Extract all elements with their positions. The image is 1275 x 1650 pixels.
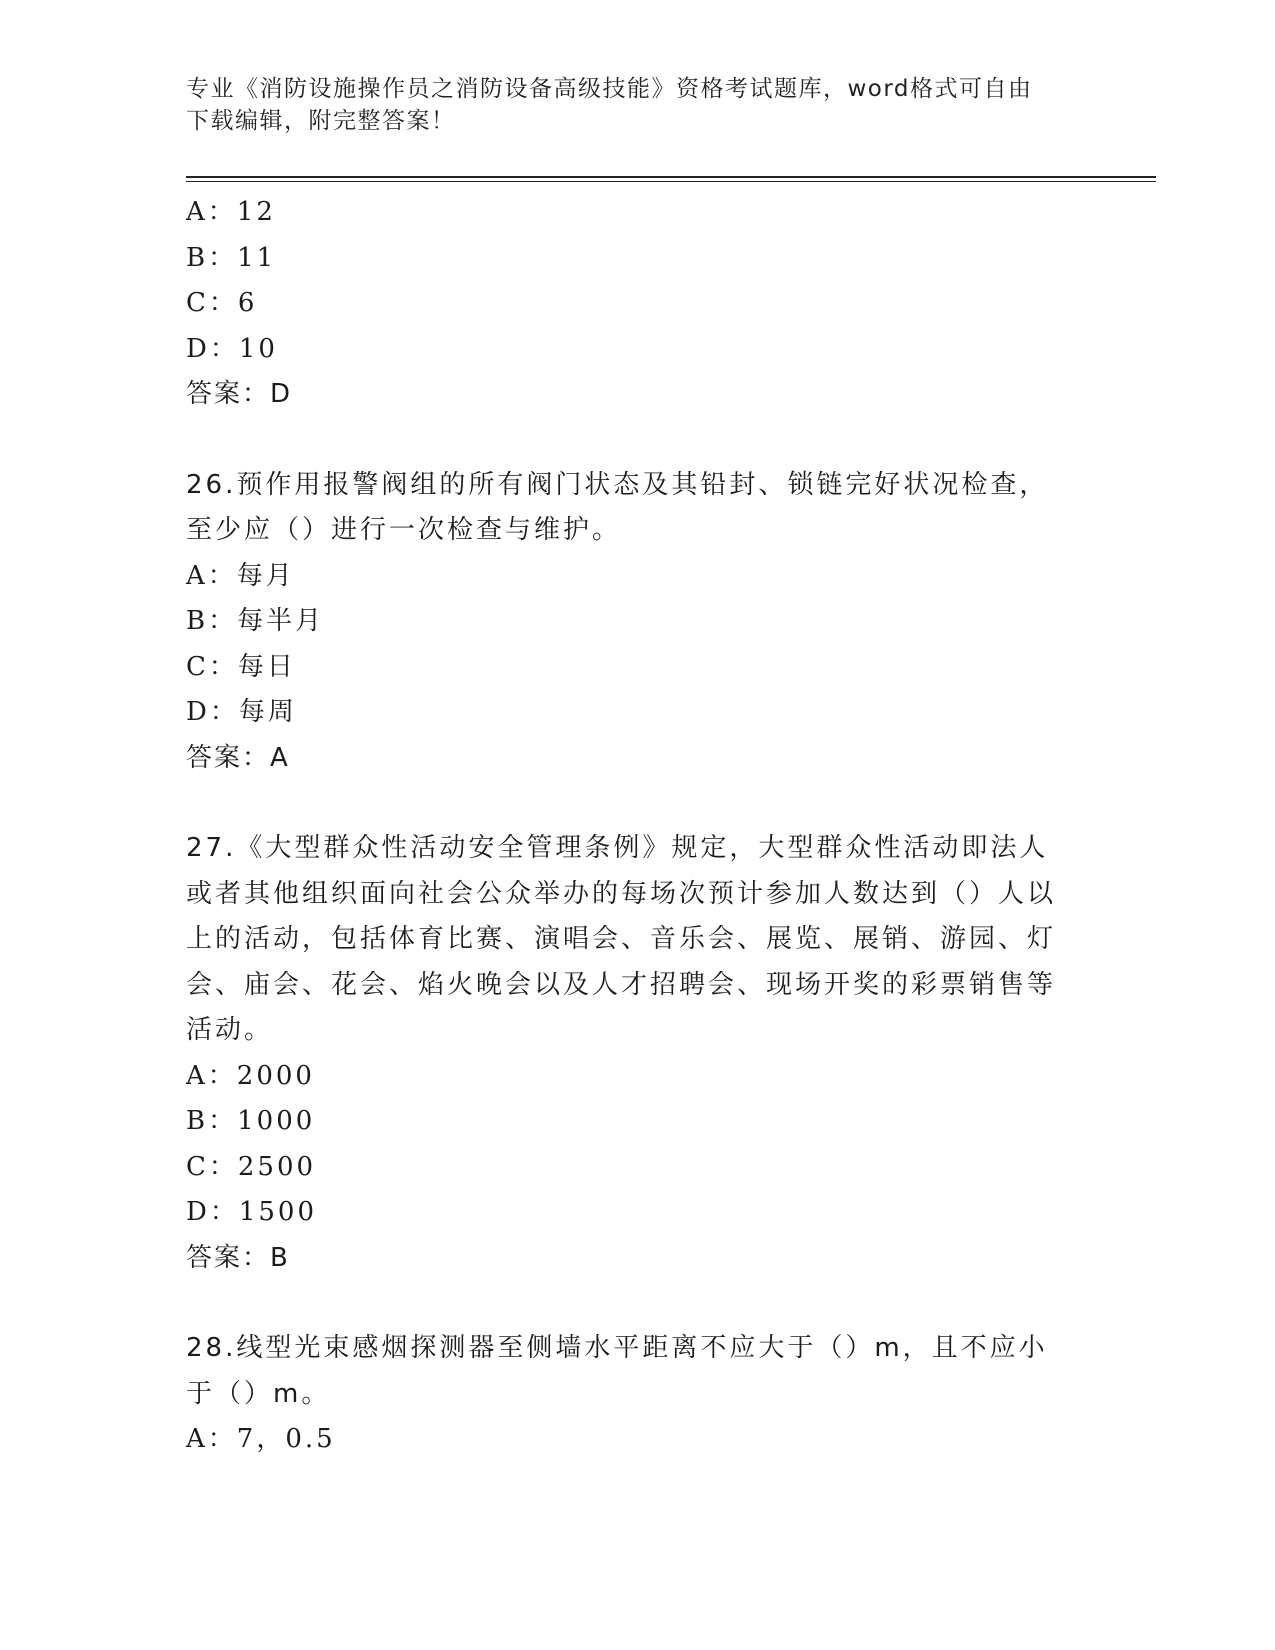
question-27-block [186,826,1066,1281]
document-header: 专业《消防设施操作员之消防设备高级技能》资格考试题库，word格式可自由下载编辑，附完整答案！ [186,76,1033,134]
question-text: 28.线型光束感烟探测器至侧墙水平距离不应大于（）m，且不应小于（）m。 [186,1333,1048,1409]
question-28-block [186,1326,1066,1463]
spacer [186,418,1066,463]
header-divider-thin [186,181,1156,182]
option-b: B：每半月 [186,606,325,636]
option-a: A：2000 [186,1060,315,1091]
option-c: C：2500 [186,1151,317,1182]
question-text: 27.《大型群众性活动安全管理条例》规定，大型群众性活动即法人或者其他组织面向社会公众举办的每场次预计参加人数达到（）人以上的活动，包括体育比赛、演唱会、音乐会、展览、展销、游园、灯会、庙会、花会、焰火晚会以及人才招聘会、现场开奖的彩票销售等活动。 [186,833,1057,1045]
answer-line: 答案：A [186,742,290,773]
option-b: B：1000 [186,1106,316,1136]
question-26-block [186,463,1066,782]
spacer [186,781,1066,826]
option-c: C：6 [186,288,258,318]
option-d: D：每周 [186,697,297,727]
answer-line: 答案：B [186,1242,290,1273]
option-d: D：10 [186,333,278,364]
spacer [186,1281,1066,1326]
option-a: A：每月 [186,560,295,591]
option-b: B：11 [186,242,277,273]
option-d: D：1500 [186,1197,318,1227]
header-divider-thick [186,176,1156,178]
question-25-block [186,190,1066,418]
question-content [186,190,1066,1463]
question-text: 26.预作用报警阀组的所有阀门状态及其铅封、锁链完好状况检查，至少应（）进行一次检查与维护。 [186,469,1049,545]
answer-line: 答案：D [186,379,293,409]
option-c: C：每日 [186,651,296,682]
option-a: A：12 [186,197,276,227]
option-a: A：7，0.5 [186,1424,336,1454]
